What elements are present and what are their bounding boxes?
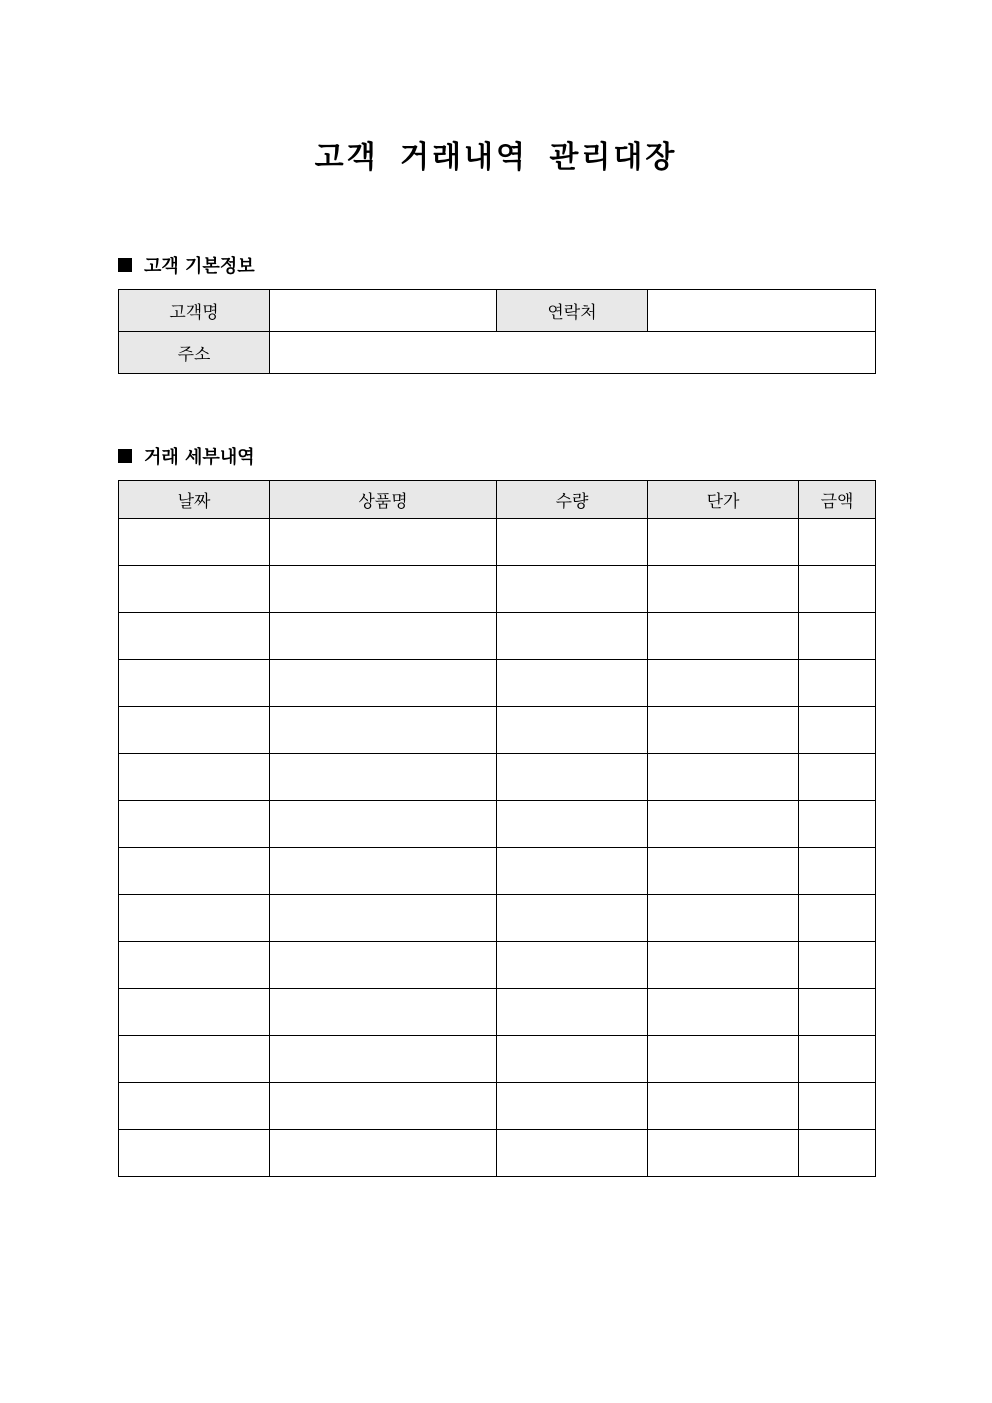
amount-cell[interactable] — [799, 895, 876, 942]
unit-price-cell[interactable] — [648, 1130, 799, 1177]
unit-price-cell[interactable] — [648, 1036, 799, 1083]
quantity-cell[interactable] — [497, 801, 648, 848]
unit-price-cell[interactable] — [648, 848, 799, 895]
column-header-quantity: 수량 — [497, 481, 648, 519]
amount-cell[interactable] — [799, 989, 876, 1036]
quantity-cell[interactable] — [497, 707, 648, 754]
amount-cell[interactable] — [799, 1036, 876, 1083]
table-row — [119, 290, 876, 332]
product-cell[interactable] — [270, 1083, 497, 1130]
square-bullet-icon — [118, 258, 132, 272]
table-row — [119, 942, 876, 989]
amount-cell[interactable] — [799, 707, 876, 754]
amount-cell[interactable] — [799, 613, 876, 660]
date-cell[interactable] — [119, 566, 270, 613]
table-row — [119, 519, 876, 566]
date-cell[interactable] — [119, 942, 270, 989]
date-cell[interactable] — [119, 1036, 270, 1083]
date-cell[interactable] — [119, 754, 270, 801]
date-cell[interactable] — [119, 519, 270, 566]
quantity-cell[interactable] — [497, 613, 648, 660]
table-row — [119, 1036, 876, 1083]
quantity-cell[interactable] — [497, 895, 648, 942]
quantity-cell[interactable] — [497, 989, 648, 1036]
customer-name-field[interactable] — [270, 290, 497, 332]
square-bullet-icon — [118, 449, 132, 463]
unit-price-cell[interactable] — [648, 895, 799, 942]
quantity-cell[interactable] — [497, 519, 648, 566]
customer-name-label: 고객명 — [119, 290, 270, 332]
table-row — [119, 1130, 876, 1177]
contact-label: 연락처 — [497, 290, 648, 332]
date-cell[interactable] — [119, 660, 270, 707]
column-header-amount: 금액 — [799, 481, 876, 519]
address-field[interactable] — [270, 332, 876, 374]
product-cell[interactable] — [270, 707, 497, 754]
quantity-cell[interactable] — [497, 1130, 648, 1177]
table-row — [119, 1083, 876, 1130]
column-header-product: 상품명 — [270, 481, 497, 519]
table-row — [119, 613, 876, 660]
section-heading-basic-info — [118, 252, 255, 278]
section-heading-label: 고객 기본정보 — [144, 256, 255, 277]
amount-cell[interactable] — [799, 660, 876, 707]
table-row — [119, 707, 876, 754]
unit-price-cell[interactable] — [648, 613, 799, 660]
quantity-cell[interactable] — [497, 566, 648, 613]
quantity-cell[interactable] — [497, 942, 648, 989]
address-label: 주소 — [119, 332, 270, 374]
product-cell[interactable] — [270, 895, 497, 942]
page-title: 고객 거래내역 관리대장 — [314, 140, 678, 175]
date-cell[interactable] — [119, 801, 270, 848]
table-row — [119, 660, 876, 707]
customer-info-table — [118, 289, 876, 374]
product-cell[interactable] — [270, 989, 497, 1036]
product-cell[interactable] — [270, 519, 497, 566]
contact-field[interactable] — [648, 290, 876, 332]
product-cell[interactable] — [270, 1036, 497, 1083]
amount-cell[interactable] — [799, 566, 876, 613]
column-header-date: 날짜 — [119, 481, 270, 519]
table-row — [119, 566, 876, 613]
amount-cell[interactable] — [799, 519, 876, 566]
amount-cell[interactable] — [799, 801, 876, 848]
amount-cell[interactable] — [799, 848, 876, 895]
quantity-cell[interactable] — [497, 848, 648, 895]
unit-price-cell[interactable] — [648, 566, 799, 613]
product-cell[interactable] — [270, 613, 497, 660]
date-cell[interactable] — [119, 989, 270, 1036]
transaction-rows — [119, 519, 876, 1177]
quantity-cell[interactable] — [497, 1036, 648, 1083]
unit-price-cell[interactable] — [648, 707, 799, 754]
table-row — [119, 848, 876, 895]
unit-price-cell[interactable] — [648, 801, 799, 848]
unit-price-cell[interactable] — [648, 989, 799, 1036]
amount-cell[interactable] — [799, 1083, 876, 1130]
date-cell[interactable] — [119, 613, 270, 660]
quantity-cell[interactable] — [497, 1083, 648, 1130]
product-cell[interactable] — [270, 801, 497, 848]
unit-price-cell[interactable] — [648, 754, 799, 801]
section-heading-details — [118, 443, 255, 469]
date-cell[interactable] — [119, 1130, 270, 1177]
product-cell[interactable] — [270, 754, 497, 801]
table-row — [119, 801, 876, 848]
date-cell[interactable] — [119, 848, 270, 895]
product-cell[interactable] — [270, 660, 497, 707]
quantity-cell[interactable] — [497, 660, 648, 707]
quantity-cell[interactable] — [497, 754, 648, 801]
date-cell[interactable] — [119, 1083, 270, 1130]
date-cell[interactable] — [119, 707, 270, 754]
table-header-row — [119, 481, 876, 519]
amount-cell[interactable] — [799, 754, 876, 801]
product-cell[interactable] — [270, 566, 497, 613]
product-cell[interactable] — [270, 848, 497, 895]
unit-price-cell[interactable] — [648, 660, 799, 707]
date-cell[interactable] — [119, 895, 270, 942]
table-row — [119, 332, 876, 374]
column-header-unit-price: 단가 — [648, 481, 799, 519]
product-cell[interactable] — [270, 1130, 497, 1177]
table-row — [119, 754, 876, 801]
unit-price-cell[interactable] — [648, 519, 799, 566]
table-row — [119, 989, 876, 1036]
section-heading-label: 거래 세부내역 — [144, 447, 255, 468]
unit-price-cell[interactable] — [648, 942, 799, 989]
amount-cell[interactable] — [799, 1130, 876, 1177]
unit-price-cell[interactable] — [648, 1083, 799, 1130]
amount-cell[interactable] — [799, 942, 876, 989]
transaction-details-table — [118, 480, 876, 1177]
product-cell[interactable] — [270, 942, 497, 989]
table-row — [119, 895, 876, 942]
